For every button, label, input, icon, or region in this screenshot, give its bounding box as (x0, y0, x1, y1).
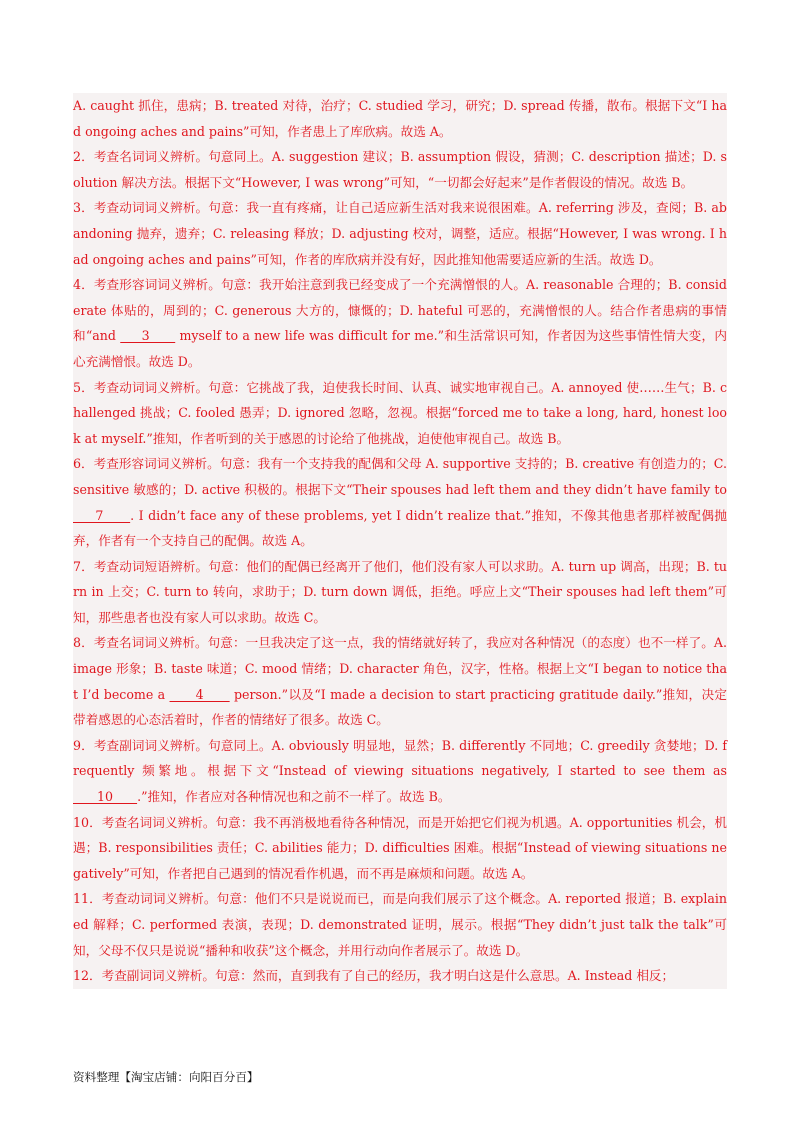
paragraph-text: 3．考查动词词义辨析。句意：我一直有疼痛，让自己适应新生活对我来说很困难。A. referring 涉及，查阅；B. abandoning 抛弃，遗弃；C. releasing 释放；D. adjusting 校对，调整，适应。根据“However, I was wrong. I had ongoing aches and pains”可知，作者的库欣病并没有好，因此推知他需要适应新的生活。故选 D。 (73, 200, 727, 267)
paragraph-text: 2．考查名词词义辨析。句意同上。A. suggestion 建议；B. assumption 假设，猜测；C. description 描述；D. solution 解决方法。根据下文“However, I was wrong”可知，“一切都会好起来”是作者假设的情况。故选 B。 (73, 149, 727, 190)
blank-number: 4 (169, 686, 230, 702)
explanation-paragraph (73, 272, 727, 374)
page-footer: 资料整理【淘宝店铺：向阳百分百】 (73, 1070, 259, 1084)
explanation-paragraph (73, 144, 727, 195)
explanation-paragraph (73, 93, 727, 144)
blank-number: 7 (73, 507, 131, 523)
answer-explanations (73, 93, 727, 989)
paragraph-text: 5．考查动词词义辨析。句意：它挑战了我，迫使我长时间、认真、诚实地审视自己。A. annoyed 使……生气；B. challenged 挑战；C. fooled 愚弄；D. ignored 忽略，忽视。根据“forced me to take a long, hard, honest look at myself.”推知，作者听到的关于感恩的讨论给了他挑战，迫使他审视自己。故选 B。 (73, 379, 727, 446)
explanation-paragraph (73, 733, 727, 810)
paragraph-text: .”推知，作者应对各种情况也和之前不一样了。故选 B。 (137, 789, 451, 805)
explanation-paragraph (73, 554, 727, 631)
explanation-paragraph (73, 810, 727, 887)
paragraph-text: 12．考查副词词义辨析。句意：然而，直到我有了自己的经历，我才明白这是什么意思。A. Instead 相反； (73, 968, 675, 984)
explanation-paragraph (73, 375, 727, 452)
explanation-paragraph (73, 963, 727, 989)
explanation-paragraph (73, 630, 727, 732)
paragraph-text: myself to a new life was difficult for me.”和生活常识可知，作者因为这些事情性情大变，内心充满憎恨。故选 D。 (73, 328, 727, 369)
paragraph-text: 10．考查名词词义辨析。句意：我不再消极地看待各种情况，而是开始把它们视为机遇。A. opportunities 机会，机遇；B. responsibilities 责任；C. abilities 能力；D. difficulties 困难。根据“Instead of viewing situations negatively”可知，作者把自己遇到的情况看作机遇，而不再是麻烦和问题。故选 A。 (73, 814, 727, 881)
paragraph-text: A. caught 抓住，患病；B. treated 对待，治疗；C. studied 学习，研究；D. spread 传播，散布。根据下文“I had ongoing aches and pains”可知，作者患上了库欣病。故选 A。 (73, 98, 727, 139)
paragraph-text: . I didn’t face any of these problems, yet I didn’t realize that.”推知，不像其他患者那样被配偶抛弃，作者有一个支持自己的配偶。故选 A。 (73, 507, 727, 549)
paragraph-text: 4．考查形容词词义辨析。句意：我开始注意到我已经变成了一个充满憎恨的人。A. reasonable 合理的；B. considerate 体贴的，周到的；C. generous 大方的，慷慨的；D. hateful 可恶的，充满憎恨的人。结合作者患病的事情和“and (73, 277, 727, 344)
paragraph-text: 7．考查动词短语辨析。句意：他们的配偶已经离开了他们，他们没有家人可以求助。A. turn up 调高，出现；B. turn in 上交；C. turn to 转向，求助于；D. turn down 调低，拒绝。呼应上文“Their spouses had left them”可知，那些患者也没有家人可以求助。故选 C。 (73, 558, 727, 625)
paragraph-text: 11．考查动词词义辨析。句意：他们不只是说说而已，而是向我们展示了这个概念。A. reported 报道；B. explained 解释；C. performed 表演，表现；D. demonstrated 证明，展示。根据“They didn’t just talk the talk”可知，父母不仅只是说说“播种和收获”这个概念，并用行动向作者展示了。故选 D。 (73, 891, 727, 958)
explanation-paragraph (73, 451, 727, 553)
paragraph-text: 8．考查名词词义辨析。句意：一旦我决定了这一点，我的情绪就好转了，我应对各种情况（的态度）也不一样了。A. image 形象；B. taste 味道；C. mood 情绪；D. character 角色，汉字，性格。根据上文“I began to notice that I’d become a (73, 635, 727, 702)
paragraph-text: 6．考查形容词词义辨析。句意：我有一个支持我的配偶和父母 A. supportive 支持的；B. creative 有创造力的；C. sensitive 敏感的；D. active 积极的。根据下文“Their spouses had left them and they didn’t have family to (73, 456, 727, 497)
blank-number: 10 (73, 789, 138, 805)
paragraph-text: person.”以及“I made a decision to start practicing gratitude daily.”推知，决定带着感恩的心态活着时，作者的情绪好了很多。故选 C。 (73, 686, 727, 728)
paragraph-text: 9．考查副词词义辨析。句意同上。A. obviously 明显地，显然；B. differently 不同地；C. greedily 贪婪地；D. frequently 频繁地。根据下文“Instead of viewing situations negatively, I started to see them as (73, 737, 727, 779)
explanation-paragraph (73, 886, 727, 963)
explanation-paragraph (73, 195, 727, 272)
blank-number: 3 (120, 328, 176, 344)
